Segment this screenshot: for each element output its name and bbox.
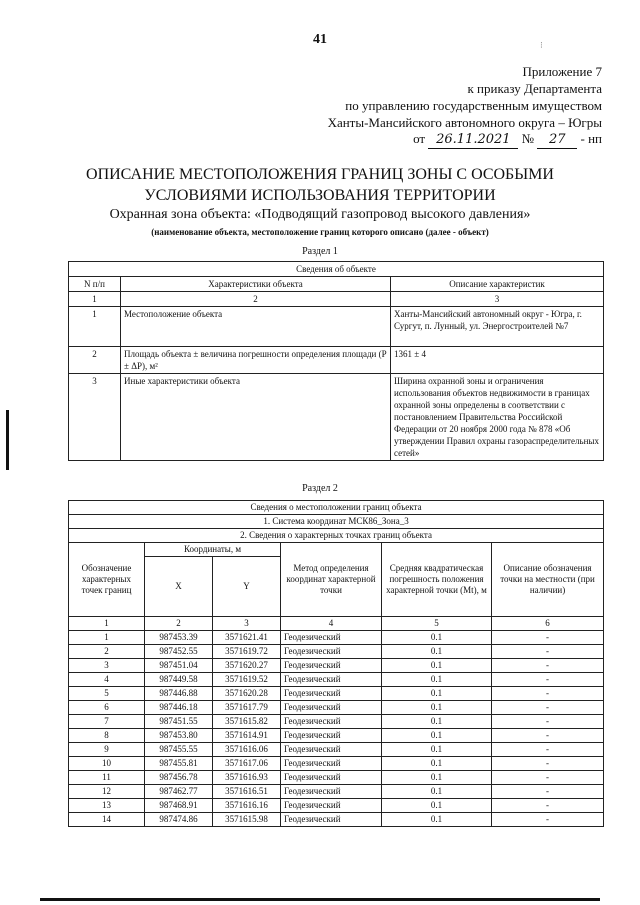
method-cell: Геодезический xyxy=(281,645,382,659)
section-2-label: Раздел 2 xyxy=(302,483,338,494)
table-row xyxy=(69,374,604,461)
coord-x: 987453.39 xyxy=(145,631,213,645)
object-subtitle: Охранная зона объекта: «Подводящий газопровод высокого давления» xyxy=(109,207,531,222)
error-cell: 0.1 xyxy=(382,813,492,827)
error-cell: 0.1 xyxy=(382,743,492,757)
coord-y: 3571620.27 xyxy=(213,659,281,673)
method-cell: Геодезический xyxy=(281,687,382,701)
coord-x: 987451.55 xyxy=(145,715,213,729)
date-prefix: от xyxy=(413,131,426,146)
number-prefix: № xyxy=(521,131,534,146)
coord-x: 987474.86 xyxy=(145,813,213,827)
appendix-line-4: Ханты-Мансийского автономного округа – Югры xyxy=(327,115,602,130)
coord-y: 3571620.28 xyxy=(213,687,281,701)
appendix-line-3: по управлению государственным имуществом xyxy=(345,98,602,113)
table-row xyxy=(69,673,604,687)
section-1-label: Раздел 1 xyxy=(302,246,338,257)
table-row xyxy=(69,645,604,659)
method-cell: Геодезический xyxy=(281,673,382,687)
error-cell: 0.1 xyxy=(382,785,492,799)
table-row xyxy=(69,771,604,785)
table-row xyxy=(69,701,604,715)
col-method: Метод определения координат характерной точки xyxy=(281,543,382,617)
col-number: 3 xyxy=(391,292,604,307)
col-error: Средняя квадратическая погрешность положения характерной точки (Mt), м xyxy=(382,543,492,617)
row-number: 1 xyxy=(69,307,121,347)
object-info-header: Сведения об объекте xyxy=(69,262,604,277)
table-row xyxy=(69,659,604,673)
col-header-description: Описание характеристик xyxy=(391,277,604,292)
desc-cell: - xyxy=(492,631,604,645)
row-description: 1361 ± 4 xyxy=(391,347,604,374)
method-cell: Геодезический xyxy=(281,715,382,729)
coord-y: 3571617.79 xyxy=(213,701,281,715)
col-number: 1 xyxy=(69,292,121,307)
error-cell: 0.1 xyxy=(382,701,492,715)
scan-edge-mark xyxy=(6,410,9,470)
point-id: 4 xyxy=(69,673,145,687)
coord-y: 3571616.93 xyxy=(213,771,281,785)
coord-y: 3571616.06 xyxy=(213,743,281,757)
point-id: 2 xyxy=(69,645,145,659)
col-number: 2 xyxy=(121,292,391,307)
col-coords: Координаты, м xyxy=(145,543,281,557)
table-row xyxy=(69,813,604,827)
page-number: 41 xyxy=(313,32,327,47)
table-row xyxy=(69,743,604,757)
coord-x: 987446.18 xyxy=(145,701,213,715)
method-cell: Геодезический xyxy=(281,785,382,799)
scan-dot: ⁝ xyxy=(540,40,543,50)
col-number: 5 xyxy=(382,617,492,631)
desc-cell: - xyxy=(492,757,604,771)
desc-cell: - xyxy=(492,813,604,827)
desc-cell: - xyxy=(492,771,604,785)
desc-cell: - xyxy=(492,645,604,659)
point-id: 6 xyxy=(69,701,145,715)
table-row xyxy=(69,757,604,771)
desc-cell: - xyxy=(492,785,604,799)
point-id: 3 xyxy=(69,659,145,673)
boundary-points-table xyxy=(68,500,604,827)
points-header: 2. Сведения о характерных точках границ объекта xyxy=(69,529,604,543)
method-cell: Геодезический xyxy=(281,799,382,813)
coord-y: 3571616.51 xyxy=(213,785,281,799)
error-cell: 0.1 xyxy=(382,771,492,785)
coord-x: 987453.80 xyxy=(145,729,213,743)
desc-cell: - xyxy=(492,659,604,673)
handwritten-date: 26.11.2021 xyxy=(428,131,518,149)
table-row xyxy=(69,715,604,729)
table-row xyxy=(69,729,604,743)
col-desc: Описание обозначения точки на местности (при наличии) xyxy=(492,543,604,617)
point-id: 10 xyxy=(69,757,145,771)
point-id: 1 xyxy=(69,631,145,645)
desc-cell: - xyxy=(492,715,604,729)
row-characteristic: Местоположение объекта xyxy=(121,307,391,347)
coord-y: 3571619.72 xyxy=(213,645,281,659)
error-cell: 0.1 xyxy=(382,687,492,701)
method-cell: Геодезический xyxy=(281,743,382,757)
title-line-1: ОПИСАНИЕ МЕСТОПОЛОЖЕНИЯ ГРАНИЦ ЗОНЫ С ОСОБЫМИ xyxy=(86,166,554,183)
point-id: 5 xyxy=(69,687,145,701)
row-characteristic: Иные характеристики объекта xyxy=(121,374,391,461)
coord-y: 3571615.98 xyxy=(213,813,281,827)
method-cell: Геодезический xyxy=(281,631,382,645)
point-id: 7 xyxy=(69,715,145,729)
appendix-date-line xyxy=(413,130,602,149)
desc-cell: - xyxy=(492,799,604,813)
row-description: Ширина охранной зоны и ограничения использования объектов недвижимости в границах охранной зоны определены в соответствии с постановлением Правительства Российской Федерации от 20 ноября 2000 года № 878 «Об утверждении Правил охраны газораспределительных сетей» xyxy=(391,374,604,461)
method-cell: Геодезический xyxy=(281,659,382,673)
col-number: 4 xyxy=(281,617,382,631)
table-row xyxy=(69,631,604,645)
desc-cell: - xyxy=(492,687,604,701)
error-cell: 0.1 xyxy=(382,757,492,771)
col-number: 6 xyxy=(492,617,604,631)
method-cell: Геодезический xyxy=(281,701,382,715)
coord-system: 1. Система координат МСК86_Зона_3 xyxy=(69,515,604,529)
appendix-line-1: Приложение 7 xyxy=(522,64,602,79)
table-row xyxy=(69,687,604,701)
point-id: 13 xyxy=(69,799,145,813)
row-characteristic: Площадь объекта ± величина погрешности определения площади (P ± ΔP), м² xyxy=(121,347,391,374)
coord-x: 987462.77 xyxy=(145,785,213,799)
col-point: Обозначение характерных точек границ xyxy=(69,543,145,617)
col-number: 2 xyxy=(145,617,213,631)
title-line-2: УСЛОВИЯМИ ИСПОЛЬЗОВАНИЯ ТЕРРИТОРИИ xyxy=(144,187,496,204)
row-number: 2 xyxy=(69,347,121,374)
method-cell: Геодезический xyxy=(281,729,382,743)
coord-x: 987456.78 xyxy=(145,771,213,785)
error-cell: 0.1 xyxy=(382,715,492,729)
object-note: (наименование объекта, местоположение границ которого описано (далее - объект) xyxy=(151,227,489,237)
col-y: Y xyxy=(213,557,281,617)
coord-x: 987468.91 xyxy=(145,799,213,813)
coord-y: 3571619.52 xyxy=(213,673,281,687)
coord-x: 987455.81 xyxy=(145,757,213,771)
scan-bottom-edge xyxy=(40,898,600,901)
error-cell: 0.1 xyxy=(382,659,492,673)
error-cell: 0.1 xyxy=(382,645,492,659)
method-cell: Геодезический xyxy=(281,813,382,827)
error-cell: 0.1 xyxy=(382,673,492,687)
coord-y: 3571614.91 xyxy=(213,729,281,743)
col-x: X xyxy=(145,557,213,617)
appendix-line-2: к приказу Департамента xyxy=(467,81,602,96)
coord-y: 3571617.06 xyxy=(213,757,281,771)
col-number: 3 xyxy=(213,617,281,631)
point-id: 9 xyxy=(69,743,145,757)
col-header-characteristics: Характеристики объекта xyxy=(121,277,391,292)
table-row xyxy=(69,785,604,799)
location-header: Сведения о местоположении границ объекта xyxy=(69,501,604,515)
error-cell: 0.1 xyxy=(382,729,492,743)
point-id: 12 xyxy=(69,785,145,799)
desc-cell: - xyxy=(492,743,604,757)
col-header-n: N п/п xyxy=(69,277,121,292)
error-cell: 0.1 xyxy=(382,631,492,645)
handwritten-number: 27 xyxy=(537,131,577,149)
desc-cell: - xyxy=(492,673,604,687)
table-row xyxy=(69,799,604,813)
point-id: 11 xyxy=(69,771,145,785)
coord-y: 3571621.41 xyxy=(213,631,281,645)
row-description: Ханты-Мансийский автономный округ - Югра, г. Сургут, п. Лунный, ул. Энергостроителей №7 xyxy=(391,307,604,347)
table-row xyxy=(69,307,604,347)
object-info-table xyxy=(68,261,604,461)
table-row xyxy=(69,347,604,374)
coord-y: 3571615.82 xyxy=(213,715,281,729)
coord-x: 987452.55 xyxy=(145,645,213,659)
coord-x: 987449.58 xyxy=(145,673,213,687)
coord-x: 987451.04 xyxy=(145,659,213,673)
coord-x: 987446.88 xyxy=(145,687,213,701)
method-cell: Геодезический xyxy=(281,771,382,785)
point-id: 14 xyxy=(69,813,145,827)
point-id: 8 xyxy=(69,729,145,743)
error-cell: 0.1 xyxy=(382,799,492,813)
row-number: 3 xyxy=(69,374,121,461)
coord-x: 987455.55 xyxy=(145,743,213,757)
desc-cell: - xyxy=(492,701,604,715)
coord-y: 3571616.16 xyxy=(213,799,281,813)
method-cell: Геодезический xyxy=(281,757,382,771)
number-suffix: - нп xyxy=(580,131,602,146)
col-number: 1 xyxy=(69,617,145,631)
desc-cell: - xyxy=(492,729,604,743)
